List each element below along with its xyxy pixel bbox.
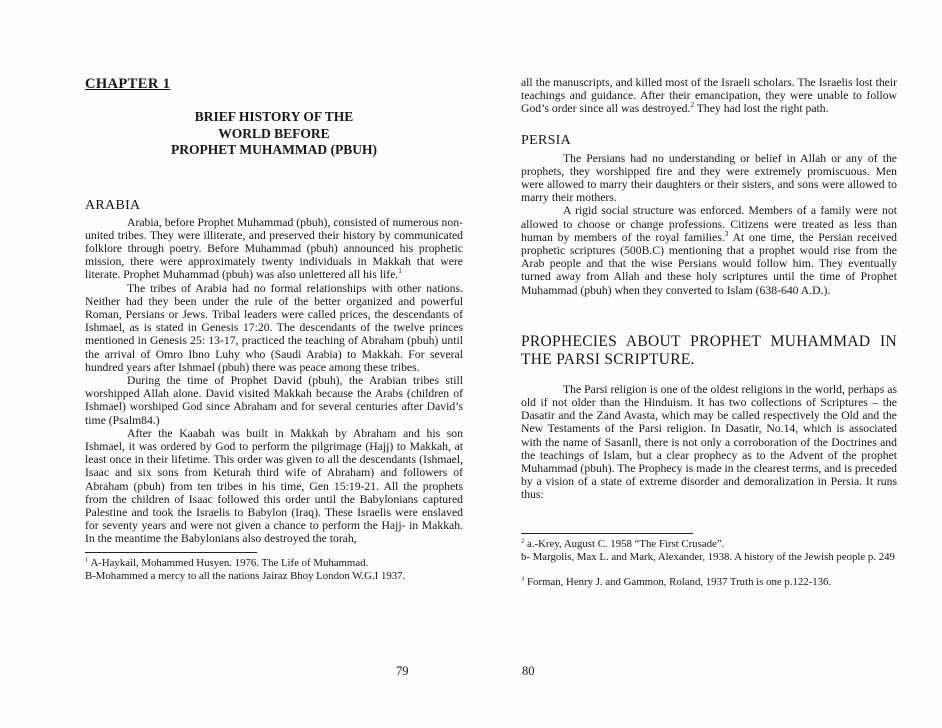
section-heading-persia: PERSIA [521, 132, 572, 148]
paragraph-arabia-4: After the Kaabah was built in Makkah by Abraham and his son Ishmael, it was ordered by God to perform the pilgrimage (Hajj) to Makkah, at least once in their lifetime. This order was given to all the descendants (Ishmael, Isaac and six sons from Keturah third wife of Abraham) and followers of Abraham (pbuh) from ten tribes in his time, Gen 15:19-21. All the prophets from the children of Isaac followed this order until the Babylonians captured Palestine and took the Israelis to Babylon (Iraq). These Israelis were enslaved for seventy years and were not given a chance to perform the Hajj- in Makkah. In the meantime the Babylonians also destroyed the torah, [85, 426, 463, 546]
paragraph-parsi: The Parsi religion is one of the oldest religions in the world, perhaps as old if not older than the Hinduism. It has two collections of Scriptures – the Dasatir and the Zand Avasta, which may be called respectively the Old and the New Testaments of the Parsi religion. In Dasatir, No.14, which is associated with the name of Sasanll, there is not only a corroboration of the Doctrines and the teachings of Islam, but a clear prophecy as to the Advent of the prophet Muhammad (pbuh). The Prophecy is made in the clearest terms, and is preceded by a vision of a state of extreme disorder and demoralization in Persia. It runs thus: [521, 382, 897, 502]
footnote-ref-1: 1 [398, 267, 402, 276]
paragraph-arabia-2: The tribes of Arabia had no formal relationships with other nations. Neither had they been under the rule of the better organized and powerful Roman, Persians or Jews. Tribal leaders were called prices, the descendants of Ishmael, as is stated in Genesis 17:20. The descendants of the twelve princes mentioned in Genesis 25: 13-17, practiced the teaching of Abraham (pbuh) until the arrival of Omro Ibno Luhy who (Saudi Arabia) to Makkah. For several hundred years after Ishmael (pbuh) there was peace among these tribes. [85, 281, 463, 374]
footnote-text: Forman, Henry J. and Gammon, Roland, 1937 Truth is one p.122-136. [527, 576, 832, 589]
section-heading-arabia: ARABIA [85, 197, 141, 213]
footnote-2-line-a [521, 538, 897, 551]
page-left [85, 76, 463, 583]
footnotes-right [521, 533, 897, 590]
paragraph-text: They had lost the right path. [694, 102, 829, 116]
footnote-ref-3: 3 [724, 229, 729, 238]
footnote-2-line-b: b- Margolis, Max L. and Mark, Alexander, 1938. A history of the Jewish people p. 249 [521, 551, 895, 564]
paragraph-text: At one time, the Persian received prophetic scriptures (500B.C) mentioning that a prophet would rise from the Arab people and that the wise Persians would follow him. They eventually turned away from Allah and these holy scriptures until the time of Prophet Muhammad (pbuh) when they converted to Islam (638-640 A.D.). [521, 230, 897, 297]
footnote-marker-2: 2 [521, 537, 525, 545]
page-number-79: 79 [396, 664, 409, 678]
paragraph-arabia-1 [85, 216, 463, 282]
footnote-marker-3: 3 [521, 575, 525, 583]
title-line-2: WORLD BEFORE [218, 125, 330, 141]
section-heading-prophecies: PROPHECIES ABOUT PROPHET MUHAMMAD IN THE PARSI SCRIPTURE. [521, 332, 897, 369]
title-line-3: PROPHET MUHAMMAD (PBUH) [171, 142, 377, 157]
paragraph-persia-2 [521, 204, 897, 296]
footnote-ref-2: 2 [690, 101, 695, 110]
paragraph-arabia-3: During the time of Prophet David (pbuh), the Arabian tribes still worshipped Allah alone. David visited Makkah because the Arabs (children of Ishmael) worshiped God since Abraham and for several centuries after David’s time (Psalm84.) [85, 373, 463, 427]
footnote-text: a.-Krey, August C. 1958 “The First Crusade”. [527, 537, 725, 550]
paragraph-continuation [521, 76, 897, 116]
paragraph-persia-1: The Persians had no understanding or belief in Allah or any of the prophets, they worshipped fire and they were extremely promiscuous. Men were allowed to marry their daughters or their sisters, and sons were allowed to marry their mothers. [521, 151, 897, 205]
paragraph-text: A rigid social structure was enforced. Members of a family were not allowed to choose or change professions. Citizens were treated as less than human by members of the royal families. [521, 204, 897, 244]
footnote-marker-1: 1 [85, 555, 89, 563]
footnotes-left [85, 552, 463, 584]
footnote-3 [521, 576, 897, 589]
page-number-80: 80 [522, 664, 535, 678]
book-title [85, 109, 463, 159]
footnote-1-line-1 [85, 557, 463, 570]
footnote-text: A-Haykail, Mohammed Husyen. 1976. The Life of Muhammad. [90, 556, 369, 569]
page-right [521, 76, 897, 590]
chapter-heading: CHAPTER 1 [85, 76, 171, 92]
footnote-divider [521, 533, 693, 534]
paragraph-text: all the manuscripts, and killed most of the Israeli scholars. The Israelis lost their teachings and guidance. After their emancipation, they were unable to follow God’s order since all was destroyed. [521, 76, 897, 116]
paragraph-text: Arabia, before Prophet Muhammad (pbuh), consisted of numerous non-united tribes. They were illiterate, and preserved their history by communicated folklore through poetry. Before Muhammad (pbuh) announced his prophetic mission, there were approximately twenty individuals in Makkah that were literate. Prophet Muhammad (pbuh) was also unlettered all his life. [85, 215, 463, 282]
title-line-1: BRIEF HISTORY OF THE [194, 109, 354, 124]
footnote-divider [85, 552, 257, 553]
footnote-1-line-2: B-Mohammed a mercy to all the nations Jairaz Bhoy London W.G.I 1937. [85, 569, 406, 582]
